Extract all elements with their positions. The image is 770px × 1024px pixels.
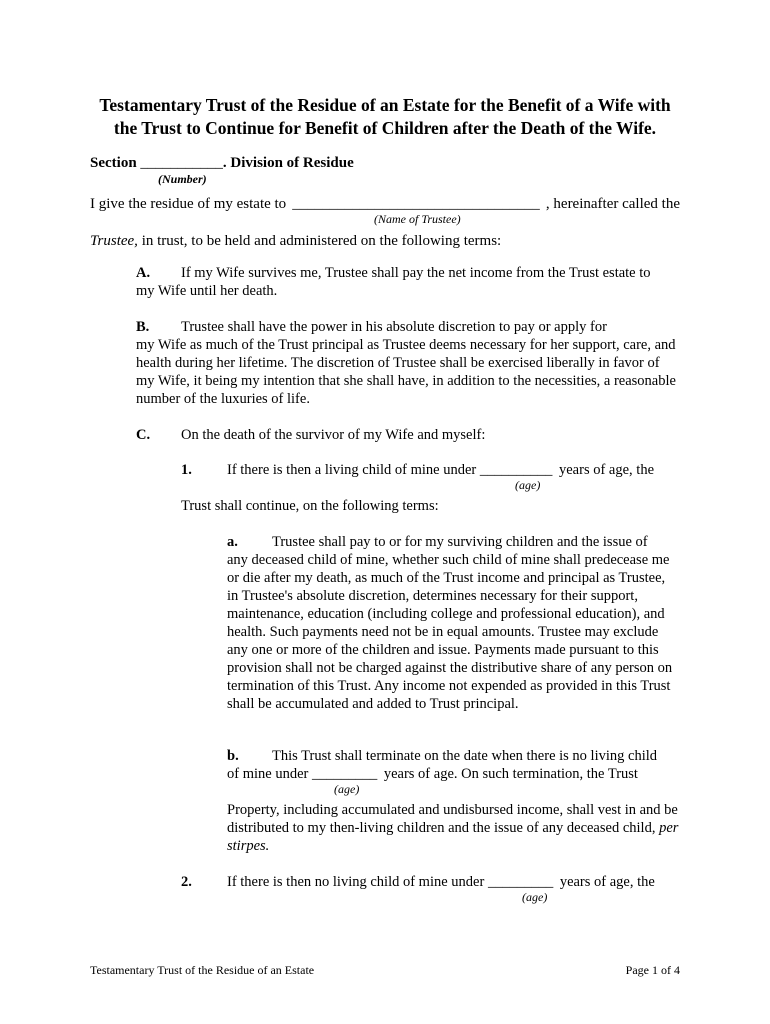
- clause-c-text: On the death of the survivor of my Wife and myself:: [181, 427, 486, 443]
- trustee-word: Trustee,: [90, 233, 138, 249]
- footer-title: Testamentary Trust of the Residue of an Estate: [90, 963, 315, 977]
- section-number-blank: ___________: [140, 155, 223, 171]
- per-stirpes: per stirpes.: [227, 820, 679, 854]
- sub-b-line-2-start: of mine under: [227, 766, 309, 782]
- clause-b-letter: B.: [136, 319, 150, 335]
- section-title: . Division of Residue: [222, 155, 354, 171]
- footer-page-number: Page 1 of 4: [625, 963, 680, 977]
- section-label: Section: [90, 155, 137, 171]
- sub-clause-b: [227, 747, 682, 783]
- item-2-number: 2.: [181, 874, 192, 890]
- sub-a-line-1: Trustee shall pay to or for my surviving children and the issue of: [272, 534, 648, 550]
- intro-start: I give the residue of my estate to: [90, 196, 287, 212]
- intro-rest: in trust, to be held and administered on the following terms:: [137, 233, 502, 249]
- clause-b: [136, 318, 681, 408]
- item-1-number: 1.: [181, 462, 192, 478]
- trustee-name-blank: _________________________________: [292, 196, 540, 212]
- intro-end: , hereinafter called the: [545, 196, 680, 212]
- sub-a-body: any deceased child of mine, whether such child of mine shall predecease me or die after my death, as much of the Trust income and principal as Trustee, in Trustee's absolute discretion, determines necessary for their support, maintenance, education (including college and professional education), and health. Such payments need not be in equal amounts. Trustee may exclude any one or more of the children and issue. Payments made pursuant to this provision shall not be charged against the distributive share of any person on termination of this Trust. Any income not expended as provided in this Trust shall be accumulated and added to Trust principal.: [227, 552, 673, 712]
- item-1-line: [181, 461, 673, 479]
- intro-continuation: [90, 232, 501, 250]
- item-2-start: If there is then no living child of mine under: [227, 874, 485, 890]
- section-number-caption: (Number): [158, 172, 207, 186]
- clause-a-line-1: If my Wife survives me, Trustee shall pay the net income from the Trust estate to: [181, 265, 651, 281]
- item-1-continue: Trust shall continue, on the following terms:: [181, 498, 439, 514]
- item-1-age-caption: (age): [515, 478, 541, 492]
- clause-b-body: my Wife as much of the Trust principal as Trustee deems necessary for her support, care, and health during her lifetime. The discretion of Trustee shall be exercised liberally in favor of my Wife, it being my intention that she shall have, in addition to the necessities, a reasonable number of the luxuries of life.: [136, 337, 676, 407]
- section-heading: [90, 154, 354, 172]
- intro-line: [90, 195, 680, 213]
- title-line-2: the Trust to Continue for Benefit of Children after the Death of the Wife.: [113, 118, 657, 138]
- sub-b-line-1: This Trust shall terminate on the date when there is no living child: [272, 748, 658, 764]
- title-line-1: Testamentary Trust of the Residue of an Estate for the Benefit of a Wife with: [99, 95, 671, 115]
- item-2-end: years of age, the: [559, 874, 655, 890]
- sub-b-body: [227, 801, 683, 855]
- sub-b-line-2-end: years of age. On such termination, the Trust: [383, 766, 638, 782]
- item-1-end: years of age, the: [559, 462, 655, 478]
- clause-c: [136, 426, 681, 444]
- clause-b-line-1: Trustee shall have the power in his absolute discretion to pay or apply for: [181, 319, 607, 335]
- item-2-line: [181, 873, 673, 891]
- sub-b-rest: Property, including accumulated and undisbursed income, shall vest in and be distributed to my then-living children and the issue of any deceased child,: [227, 802, 678, 836]
- sub-a-letter: a.: [227, 534, 238, 550]
- clause-a-line-2: my Wife until her death.: [136, 283, 278, 299]
- clause-a-letter: A.: [136, 265, 151, 281]
- sub-b-letter: b.: [227, 748, 239, 764]
- sub-b-age-caption: (age): [334, 782, 360, 796]
- item-2-age-blank: _________: [487, 874, 554, 890]
- clause-a: [136, 264, 681, 300]
- sub-b-age-blank: _________: [311, 766, 378, 782]
- item-1-start: If there is then a living child of mine under: [227, 462, 477, 478]
- trustee-name-caption: (Name of Trustee): [374, 212, 461, 226]
- clause-c-letter: C.: [136, 427, 151, 443]
- document-title: [60, 94, 710, 140]
- item-2-age-caption: (age): [522, 890, 548, 904]
- sub-clause-a: [227, 533, 677, 713]
- item-1-age-blank: __________: [479, 462, 553, 478]
